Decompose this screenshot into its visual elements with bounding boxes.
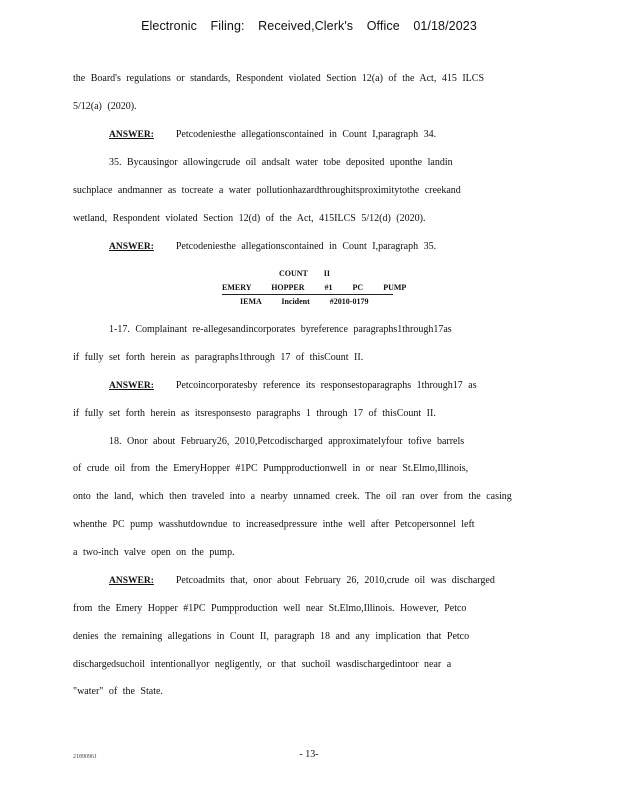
body-line: 5/12(a) (2020). — [73, 101, 137, 112]
page-number: - 13- — [299, 749, 319, 760]
count-heading-row: EMERY HOPPER #1 PC PUMP — [222, 283, 407, 292]
count-heading-rule — [222, 294, 393, 295]
paragraph-1-17-line: if fully set forth herein as paragraphs1through 17 of thisCount II. — [73, 352, 364, 363]
answer-paragraph — [109, 129, 436, 140]
answer-paragraph — [109, 380, 477, 391]
answer-paragraph — [109, 575, 495, 586]
answer-line: "water" of the State. — [73, 686, 163, 697]
paragraph-35-line: 35. Bycausingor allowingcrude oil andsalt water tobe deposited uponthe landin — [109, 157, 453, 168]
answer-line: if fully set forth herein as itsresponsesto paragraphs 1 through 17 of thisCount II. — [73, 408, 436, 419]
paragraph-18-line: onto the land, which then traveled into a nearby unnamed creek. The oil ran over from the casing — [73, 491, 512, 502]
answer-line: from the Emery Hopper #1PC Pumpproduction well near St.Elmo,Illinois. However, Petco — [73, 603, 467, 614]
body-line: the Board's regulations or standards, Respondent violated Section 12(a) of the Act, 415 ILCS — [73, 73, 485, 84]
answer-text: Petcoincorporatesby reference its responsestoparagraphs 1through17 as — [175, 380, 477, 391]
paragraph-18-line: 18. Onor about February26, 2010,Petcodischarged approximatelyfour tofive barrels — [109, 436, 465, 447]
answer-paragraph — [109, 241, 436, 252]
answer-text: Petcodeniesthe allegationscontained in Count I,paragraph 35. — [175, 241, 437, 252]
answer-line: denies the remaining allegations in Count II, paragraph 18 and any implication that Petco — [73, 631, 470, 642]
paragraph-35-line: wetland, Respondent violated Section 12(d) of the Act, 415ILCS 5/12(d) (2020). — [73, 213, 426, 224]
answer-label: ANSWER: — [109, 130, 154, 140]
document-id: 21890961 — [73, 754, 97, 760]
answer-label: ANSWER: — [109, 576, 154, 586]
paragraph-18-line: of crude oil from the EmeryHopper #1PC Pumpproductionwell in or near St.Elmo,Illinois, — [73, 463, 469, 474]
answer-line: dischargedsuchoil intentionallyor negligently, or that suchoil wasdischargedintoor near a — [73, 659, 452, 670]
count-title: COUNT II — [279, 269, 330, 278]
answer-text: Petcodeniesthe allegationscontained in Count I,paragraph 34. — [175, 129, 437, 140]
paragraph-18-line: a two-inch valve open on the pump. — [73, 547, 235, 558]
count-heading-row: IEMA Incident #2010-0179 — [240, 297, 369, 306]
answer-label: ANSWER: — [109, 242, 154, 252]
filing-header: Electronic Filing: Received,Clerk's Office 01/18/2023 — [141, 19, 477, 33]
paragraph-1-17-line: 1-17. Complainant re-allegesandincorporates byreference paragraphs1through17as — [109, 324, 452, 335]
paragraph-35-line: suchplace andmanner as tocreate a water pollutionhazardthroughitsproximitytothe creekand — [73, 185, 461, 196]
paragraph-18-line: whenthe PC pump wasshutdowndue to increasedpressure inthe well after Petcopersonnel left — [73, 519, 475, 530]
answer-text: Petcoadmits that, onor about February 26, 2010,crude oil was discharged — [175, 575, 495, 586]
answer-label: ANSWER: — [109, 381, 154, 391]
